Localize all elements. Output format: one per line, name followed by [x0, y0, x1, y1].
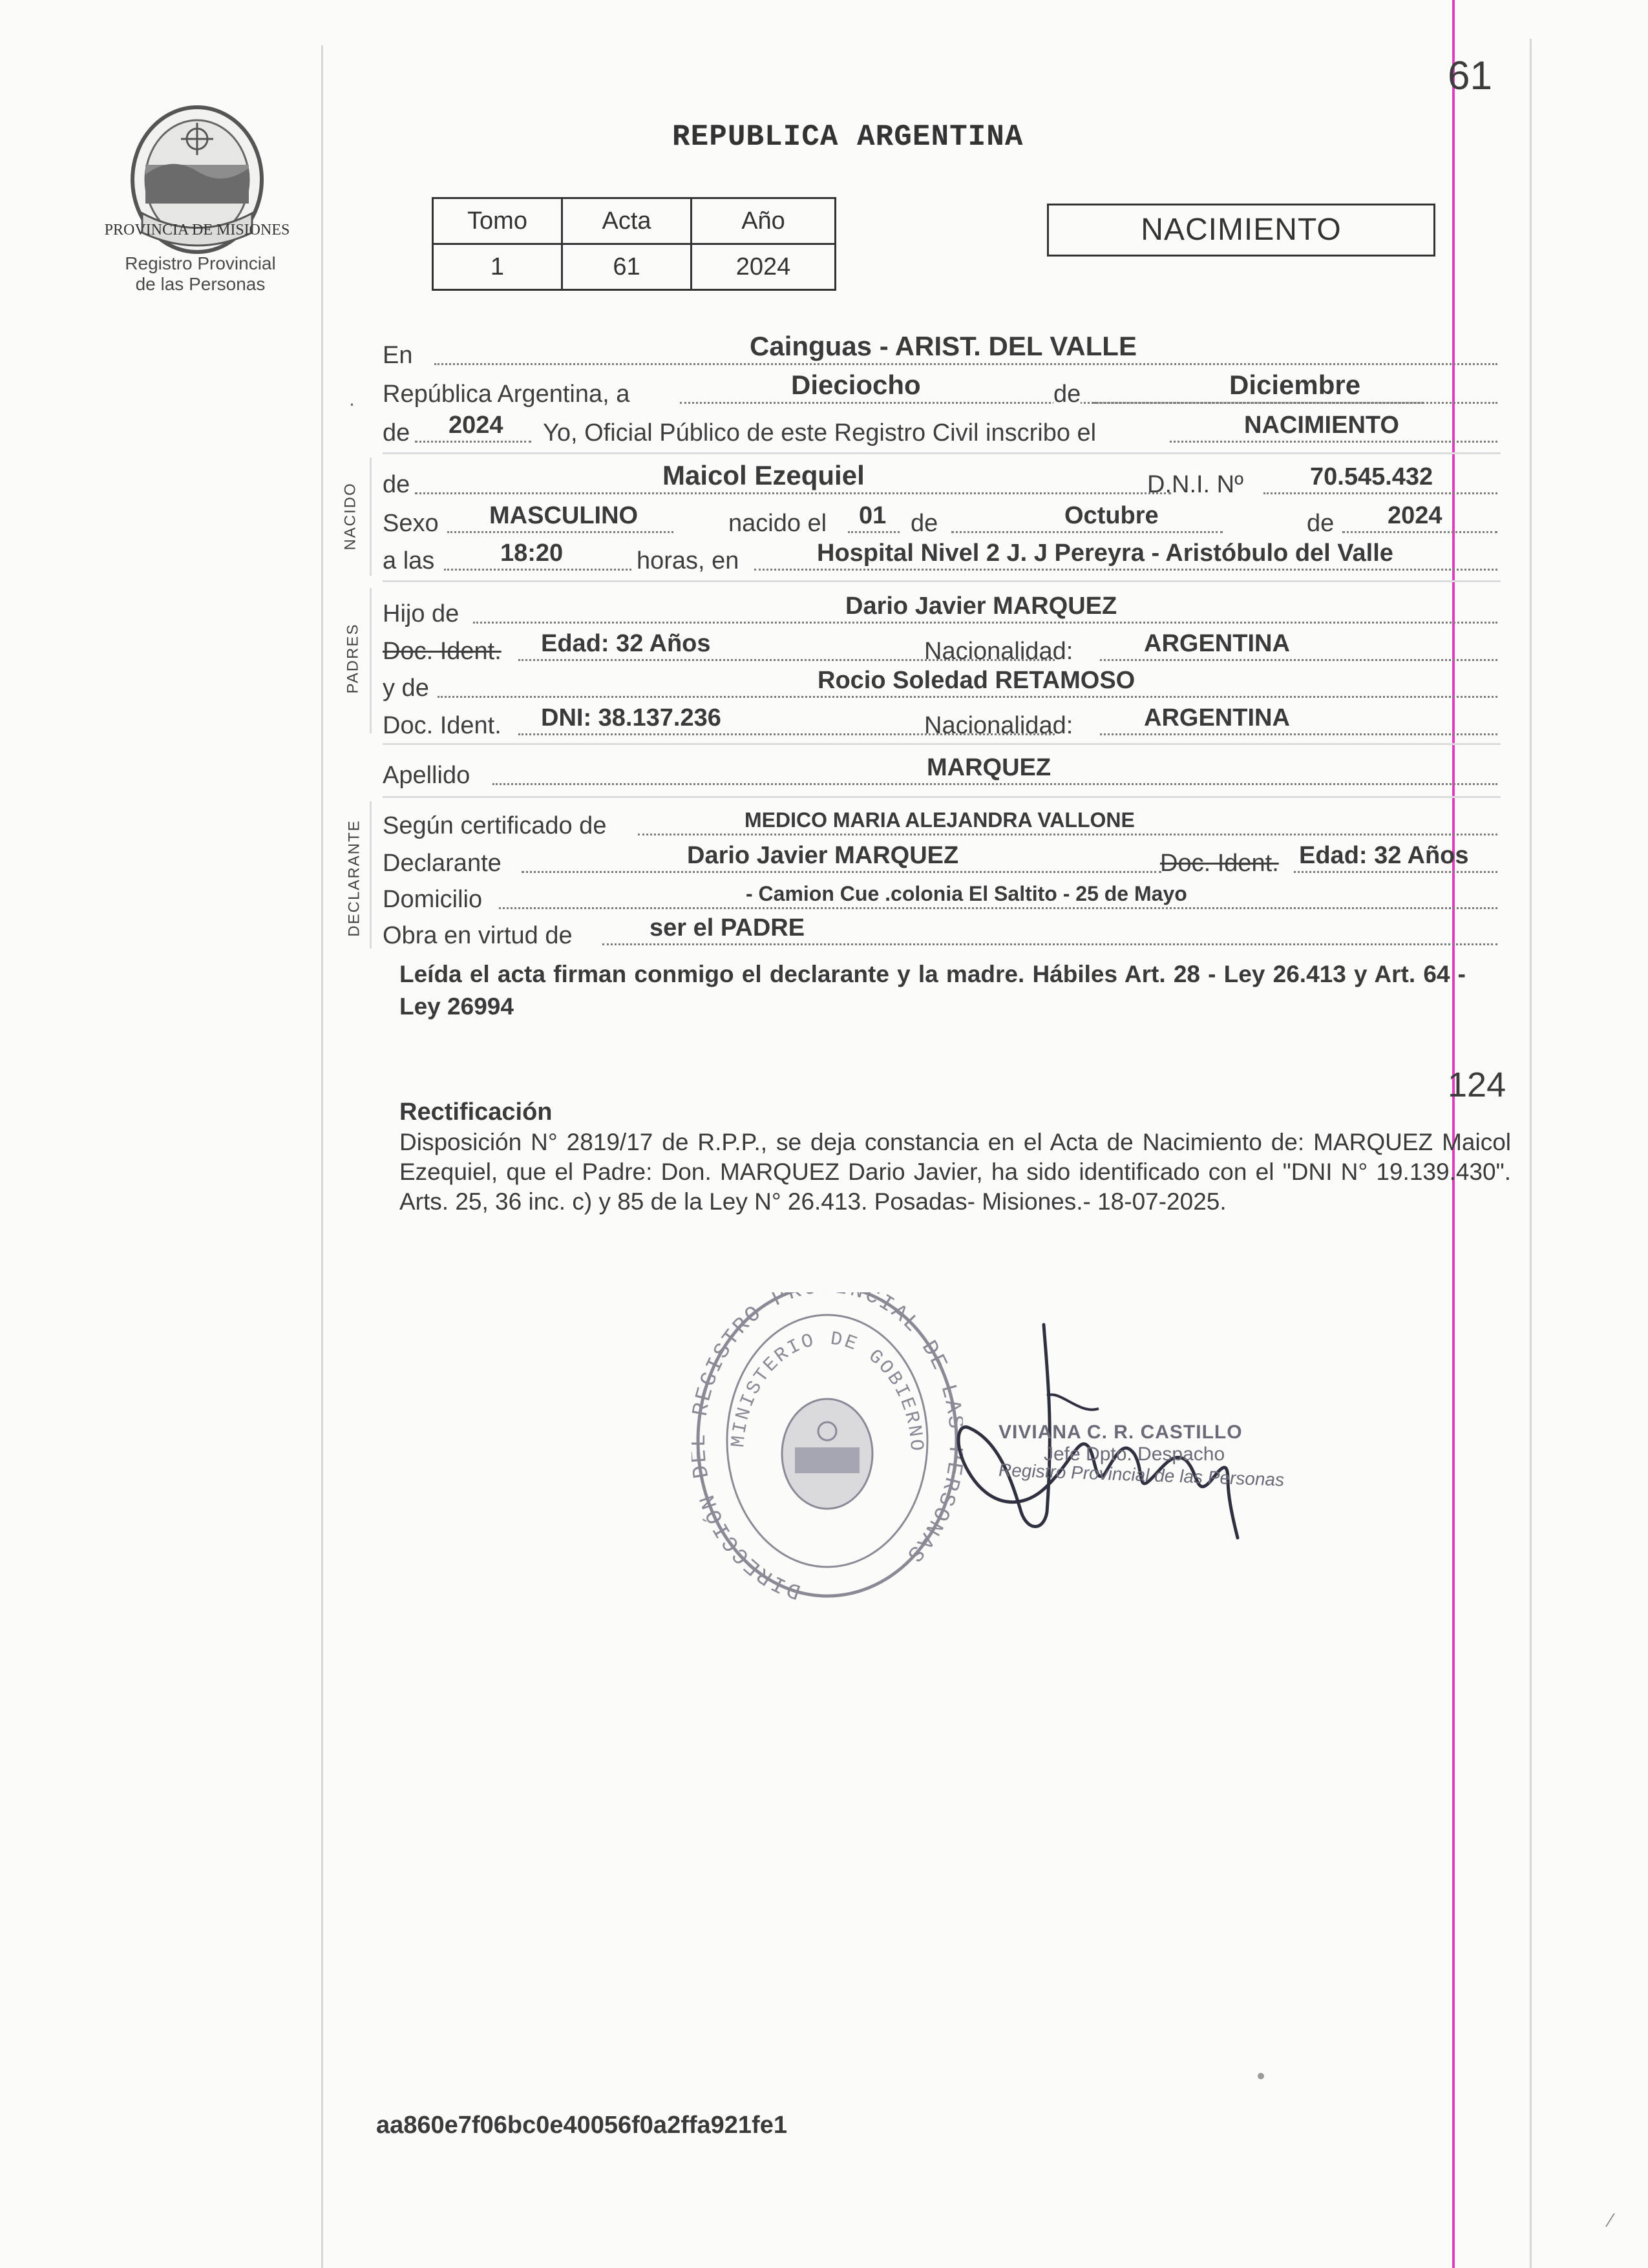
- row-apellido: [383, 756, 1497, 790]
- label-declarante: Declarante: [383, 850, 502, 877]
- label-republica: República Argentina, a: [383, 381, 630, 408]
- official-stamp: [692, 1292, 963, 1628]
- row-y-de: [383, 669, 1497, 702]
- value-declarante-doc: Edad: 32 Años: [1299, 842, 1469, 869]
- closing-note: Leída el acta firman conmigo el declarante y la madre. Hábiles Art. 28 - Ley 26.413 y Art. 64 - Ley 26994: [399, 961, 1466, 1020]
- value-padre-doc: Edad: 32 Años: [541, 630, 711, 657]
- section-label-declarante: DECLARANTE: [345, 819, 363, 937]
- label-dni: D.N.I. Nº: [1147, 471, 1243, 498]
- separator: [383, 580, 1501, 582]
- row-hora: [383, 541, 1497, 575]
- logo-caption: [103, 253, 297, 295]
- label-segun-certificado: Según certificado de: [383, 812, 607, 839]
- logo-caption-line1: Registro Provincial: [125, 253, 276, 273]
- value-certificado: MEDICO MARIA ALEJANDRA VALLONE: [745, 808, 1135, 832]
- row-de-anio: [383, 414, 1497, 447]
- svg-text:DIRECCIÓN DEL REGISTRO PROVINC: DIRECCIÓN EGISTRO P CIAL DE LA RSONAS: [692, 1292, 963, 1604]
- value-anio: 2024: [449, 412, 503, 439]
- value-hora: 18:20: [500, 540, 564, 567]
- separator: [383, 796, 1501, 798]
- province-logo: [104, 103, 290, 258]
- row-certificado: [383, 806, 1497, 840]
- row-obra: [383, 916, 1497, 950]
- rectificacion-body: Disposición N° 2819/17 de R.P.P., se deja constancia en el Acta de Nacimiento de: MARQUEZ Maicol Ezequiel, que el Padre: Don. MARQUEZ Dario Javier, ha sido identificado con el "DNI N° 19.139.430". Arts. 25, 36 inc. c) y 85 de la Ley N° 26.413. Posadas- Misiones.- 18-07-2025.: [399, 1129, 1511, 1215]
- row-sexo: [383, 504, 1497, 538]
- record-type-box: NACIMIENTO: [1047, 204, 1435, 257]
- record-table: [432, 197, 836, 291]
- value-domicilio: - Camion Cue .colonia El Saltito - 25 de Mayo: [746, 882, 1187, 905]
- right-margin-line: [1530, 39, 1532, 2268]
- label-doc-ident: Doc. Ident.: [383, 638, 502, 665]
- label-de-month: de: [911, 510, 938, 537]
- label-hijo-de: Hijo de: [383, 600, 460, 627]
- signature-stamp: [998, 1422, 1322, 1490]
- value-dia-letras: Dieciocho: [791, 370, 921, 400]
- value-tomo: 1: [433, 244, 562, 290]
- label-y-de: y de: [383, 675, 429, 702]
- svg-text:MINISTERIO DE GOBIERNO: MINISTERIO DE GOBIERNO: [728, 1328, 927, 1454]
- edge-dash: ⁄: [1609, 2210, 1613, 2231]
- row-republica: [383, 370, 1497, 408]
- side-page-number: 124: [1448, 1066, 1506, 1104]
- row-padre-doc: [383, 632, 1497, 666]
- value-sexo: MASCULINO: [489, 502, 639, 529]
- row-domicilio: [383, 880, 1497, 914]
- label-de: de: [1053, 381, 1081, 408]
- header-tomo: Tomo: [433, 198, 562, 244]
- header-anio: Año: [692, 198, 836, 244]
- value-dia-nac: 01: [859, 502, 887, 529]
- label-doc-ident3: Doc. Ident.: [1160, 850, 1279, 877]
- signature-org: Registro Provincial de las Personas: [998, 1460, 1284, 1490]
- top-page-number: 61: [1448, 54, 1492, 98]
- signature-role: Jefe Dpto. Despacho: [1044, 1444, 1225, 1465]
- document-title: REPUBLICA ARGENTINA: [672, 120, 1024, 154]
- row-en: [383, 331, 1497, 370]
- logo-caption-line2: de las Personas: [135, 274, 266, 294]
- value-acta: 61: [562, 244, 692, 290]
- label-de-start: de: [383, 419, 410, 446]
- value-lugar-nac: Hospital Nivel 2 J. J Pereyra - Aristóbulo del Valle: [817, 540, 1393, 567]
- rectificacion-title: Rectificación: [399, 1098, 553, 1126]
- label-doc-ident2: Doc. Ident.: [383, 712, 502, 739]
- value-madre: Rocio Soledad RETAMOSO: [818, 667, 1136, 694]
- value-tipo-inscripcion: NACIMIENTO: [1244, 412, 1399, 439]
- row-madre-doc: [383, 706, 1497, 740]
- value-apellido: MARQUEZ: [927, 754, 1051, 781]
- document-hash: aa860e7f06bc0e40056f0a2ffa921fe1: [376, 2112, 787, 2139]
- value-dni: 70.545.432: [1310, 463, 1433, 490]
- value-declarante: Dario Javier MARQUEZ: [687, 842, 959, 869]
- value-madre-nacionalidad: ARGENTINA: [1144, 704, 1290, 731]
- edge-mark: ⋅: [349, 395, 355, 415]
- label-a-las: a las: [383, 547, 435, 574]
- separator: [383, 743, 1501, 745]
- value-nombre: Maicol Ezequiel: [662, 460, 865, 490]
- row-nombre: [383, 460, 1497, 499]
- label-domicilio: Domicilio: [383, 886, 483, 913]
- row-declarante: [383, 844, 1497, 877]
- header-acta: Acta: [562, 198, 692, 244]
- separator: [383, 452, 1501, 454]
- section-bar-declarante: [370, 801, 372, 949]
- value-padre-nacionalidad: ARGENTINA: [1144, 630, 1290, 657]
- speck: [1258, 2073, 1264, 2079]
- label-nacionalidad2: Nacionalidad:: [924, 712, 1073, 739]
- value-madre-doc: DNI: 38.137.236: [541, 704, 721, 731]
- label-en: En: [383, 342, 413, 369]
- label-apellido: Apellido: [383, 762, 470, 789]
- svg-text:PROVINCIA DE MISIONES: PROVINCIA DE MISIONES: [104, 222, 290, 238]
- label-de-year: de: [1307, 510, 1335, 537]
- label-de-name: de: [383, 471, 410, 498]
- label-nacido-el: nacido el: [728, 510, 827, 537]
- left-margin-line: [321, 45, 323, 2268]
- section-label-padres: PADRES: [344, 623, 362, 694]
- label-nacionalidad: Nacionalidad:: [924, 638, 1073, 665]
- value-obra-en-virtud: ser el PADRE: [650, 914, 805, 941]
- label-horas-en: horas, en: [637, 547, 739, 574]
- label-obra-en-virtud: Obra en virtud de: [383, 922, 573, 949]
- value-padre: Dario Javier MARQUEZ: [845, 593, 1117, 620]
- value-anio-nac: 2024: [1388, 502, 1442, 529]
- section-bar-nacido: [370, 457, 372, 576]
- row-hijo-de: [383, 594, 1497, 628]
- signature-name: VIVIANA C. R. CASTILLO: [998, 1422, 1243, 1443]
- section-label-nacido: NACIDO: [341, 482, 359, 551]
- value-mes-nac: Octubre: [1064, 502, 1159, 529]
- value-lugar: Cainguas - ARIST. DEL VALLE: [750, 331, 1137, 361]
- value-anio: 2024: [692, 244, 836, 290]
- section-bar-padres: [370, 588, 372, 733]
- label-yo-oficial: Yo, Oficial Público de este Registro Civil inscribo el: [543, 419, 1097, 446]
- value-mes: Diciembre: [1229, 370, 1361, 400]
- label-sexo: Sexo: [383, 510, 439, 537]
